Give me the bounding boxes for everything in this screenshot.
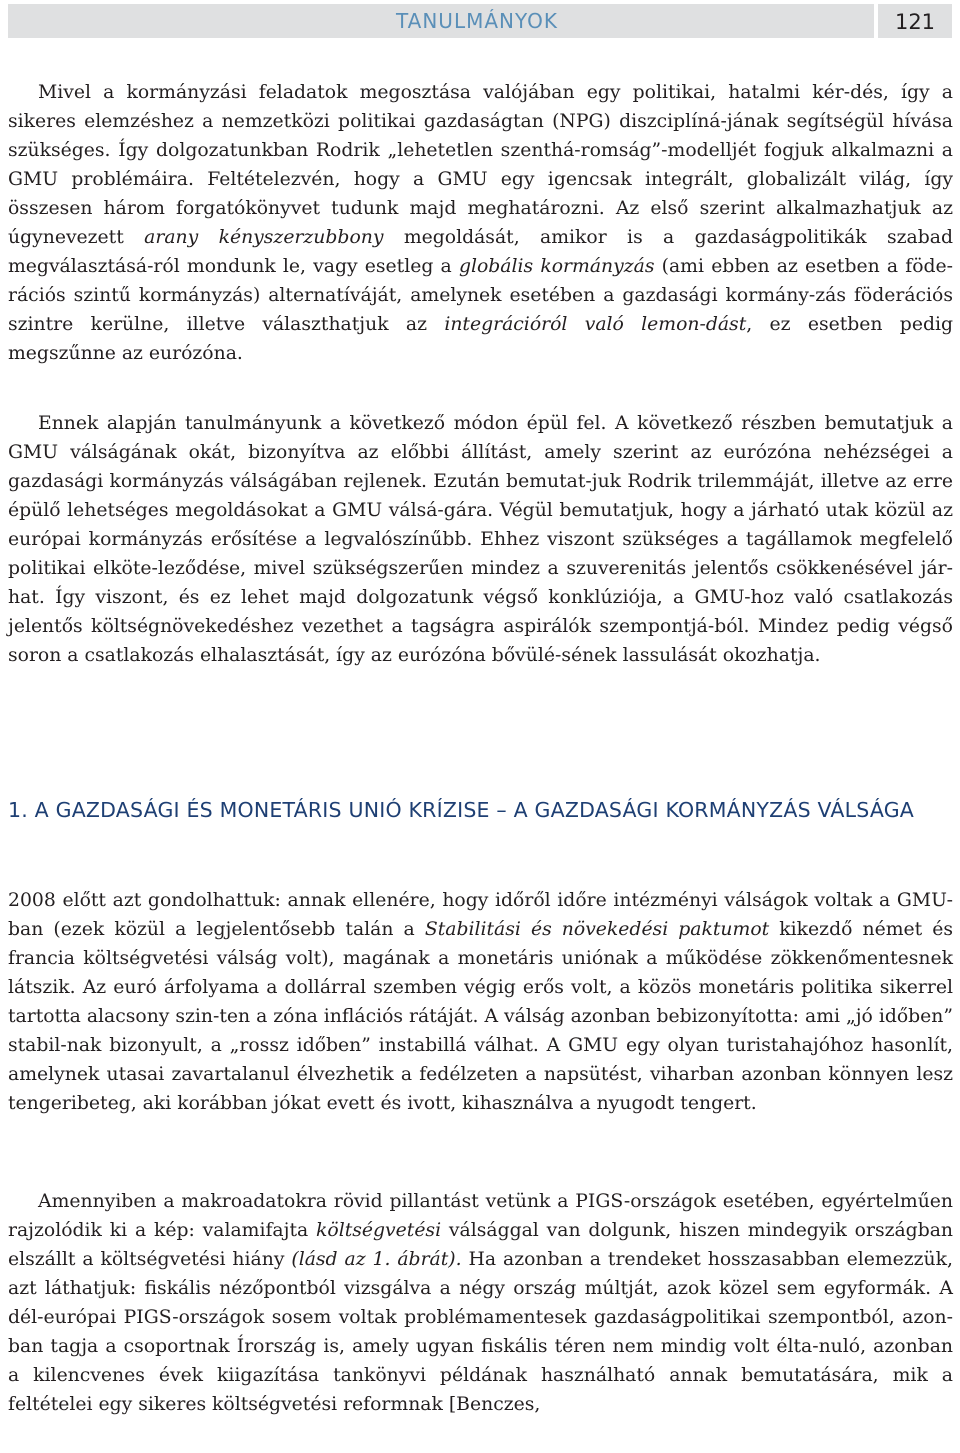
emphasis-arany-kenyszerzubbony: arany kényszerzubbony — [144, 227, 384, 248]
text-run: Ha azonban a trendeket hosszasabban elemezzük, azt láthatjuk: fiskális nézőpontból vizsgálva a négy ország múltját, azok közel sem egyformák. A dél-európai PIGS-országok sosem voltak problémamentesek gazdaságpolitikai szempontból, azon-ban tagja a csoportnak Írország is, amely ugyan fiskális téren nem mindig volt élta-nuló, azonban a kilencvenes évek kiigazítása tankönyvi példának használható annak bemutatására, mik a feltételei egy sikeres költségvetési reformnak [Benczes, — [8, 1249, 954, 1415]
text-run: , ez esetben pedig megszűnne az eurózóna. — [8, 314, 953, 364]
emphasis-koltsegvetesi: költségvetési — [316, 1220, 442, 1241]
emphasis-integraciorol-valo-lemondas: integrációról való lemon-dást — [444, 314, 747, 335]
section-heading: 1. A GAZDASÁGI ÉS MONETÁRIS UNIÓ KRÍZISE – A GAZDASÁGI KORMÁNYZÁS VÁLSÁGA — [8, 798, 915, 822]
text-run: 2008 előtt azt gondolhattuk: annak ellenére, hogy időről időre intézményi válságok voltak a GMU-ban (ezek közül a legjelentősebb talán a — [8, 890, 953, 940]
section-title: TANULMÁNYOK — [396, 9, 558, 33]
text-run: Mivel a kormányzási feladatok megosztása valójában egy politikai, hatalmi kér-dés, így a sikeres elemzéshez a nemzetközi politikai gazdaságtan (NPG) diszciplíná-jának segítségül hívása szükséges. Így dolgozatunkban Rodrik „lehetetlen szenthá-romság”-modelljét fogjuk alkalmazni a GMU problémáira. Feltételezvén, hogy a GMU egy igencsak integrált, globalizált világ, így összesen három forgatókönyvet tudunk majd meghatározni. Az első szerint alkalmazhatjuk az úgynevezett — [8, 82, 953, 248]
text-run: (ami ebben az esetben a föde-rációs szintű kormányzás) alternatíváját, amelynek esetében a gazdasági kormány-zás föderációs szintre kerülne, illetve választhatjuk az — [8, 256, 953, 335]
emphasis-stabilitasi-paktum: Stabilitási és növekedési paktumot — [424, 919, 770, 940]
page-number: 121 — [894, 10, 936, 34]
text-run: kikezdő német és francia költségvetési válság volt), magának a monetáris uniónak a működése zökkenőmentesnek látszik. Az euró árfolyama a dollárral szemben végig erős volt, a közös monetáris politika sikerrel tartotta alacsony szin-ten a zóna inflációs rátáját. A válság azonban bebizonyította: ami „jó időben” stabil-nak bizonyult, a „rossz időben” instabillá válhat. A GMU egy olyan turistahajóhoz hasonlít, amelynek utasai zavartalanul élvezhetik a fedélzeten a napsütést, viharban azonban könnyen lesz tengeribeteg, aki korábban jókat evett és ivott, kihasználva a nyugodt tengert. — [8, 919, 954, 1114]
emphasis-globalis-kormanyzas: globális kormányzás — [458, 256, 655, 277]
text-run: megoldását, amikor is a gazdaságpolitikák szabad megválasztásá-ról mondunk le, vagy esetleg a — [8, 227, 953, 277]
emphasis-figure-reference: (lásd az 1. ábrát). — [291, 1249, 462, 1270]
paragraph-pigs — [8, 1187, 953, 1419]
text-run: válsággal van dolgunk, hiszen mindegyik országban elszállt a költségvetési hiány — [8, 1220, 954, 1270]
paragraph-intro — [8, 78, 953, 368]
paragraph-crisis — [8, 886, 953, 1118]
page-header — [0, 0, 960, 42]
text-run: Amennyiben a makroadatokra rövid pillantást vetünk a PIGS-országok esetében, egyértelműen rajzolódik ki a kép: valamifajta — [8, 1191, 953, 1241]
paragraph-structure: Ennek alapján tanulmányunk a következő módon épül fel. A következő részben bemutatjuk a GMU válságának okát, bizonyítva az előbbi állítást, amely szerint az eurózóna nehézségei a gazdasági kormányzás válságában rejlenek. Ezután bemutat-juk Rodrik trilemmáját, illetve az erre épülő lehetséges megoldásokat a GMU válsá-gára. Végül bemutatjuk, hogy a járható utak közül az európai kormányzás erősítése a legvalószínűbb. Ehhez viszont szükséges a tagállamok megfelelő politikai elköte-leződése, mivel szükségszerűen mindez a szuverenitás jelentős csökkenésével jár-hat. Így viszont, és ez lehet majd dolgozatunk végső konklúziója, a GMU-hoz való csatlakozás jelentős költségnövekedéshez vezethet a tagságra aspirálók szempontjá-ból. Mindez pedig végső soron a csatlakozás elhalasztását, így az eurózóna bővülé-sének lassulását okozhatja. — [8, 413, 953, 666]
